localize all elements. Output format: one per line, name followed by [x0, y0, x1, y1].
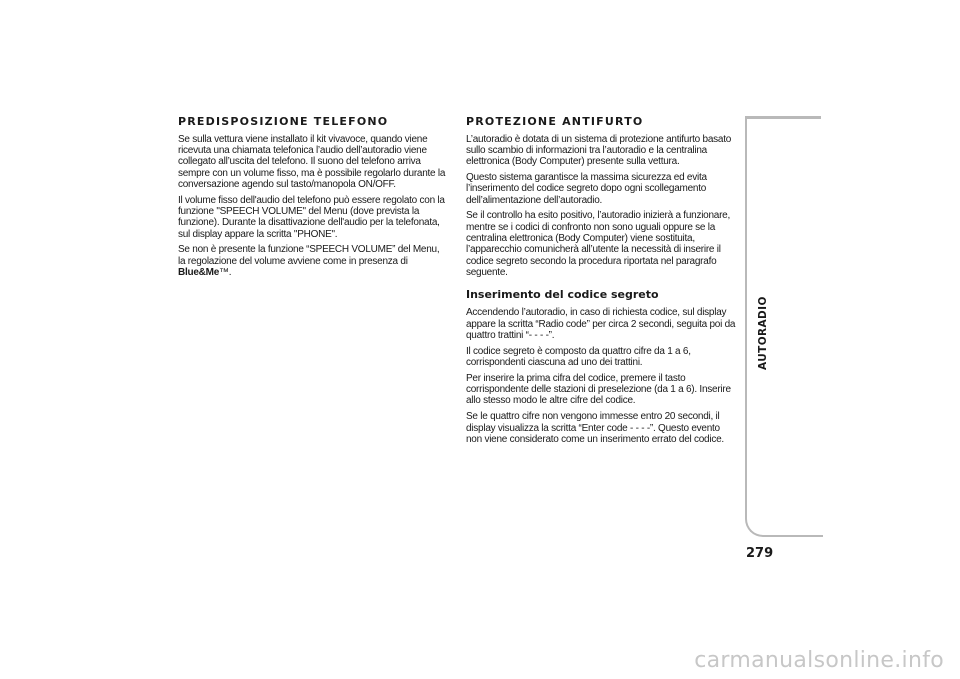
paragraph: Se il controllo ha esito positivo, l’autoradio inizierà a funzionare, mentre se i codici di confronto non sono uguali oppure se la centralina elettronica (Body Computer) viene sostituita, l’apparecchio comunicherà all’utente la necessità di inserire il codice segreto secondo la procedura riportata nel paragrafo seguente. [466, 210, 731, 278]
paragraph [178, 244, 446, 278]
paragraph: Il codice segreto è composto da quattro cifre da 1 a 6, corrispondenti ciascuna ad uno dei trattini. [466, 345, 691, 369]
left-column [178, 116, 446, 283]
section-heading-antitheft: PROTEZIONE ANTIFURTO [466, 115, 644, 128]
page-number: 279 [746, 546, 774, 561]
paragraph: Se le quattro cifre non vengono immesse entro 20 secondi, il display visualizza la scritta “Enter code - - - -”. Questo evento non viene considerato come un inserimento errato del codice. [466, 411, 724, 445]
paragraph: Accendendo l’autoradio, in caso di richiesta codice, sul display appare la scritta “Radio code” per circa 2 secondi, seguita poi da quattro trattini “- - - -”. [466, 307, 736, 341]
paragraph: Se sulla vettura viene installato il kit vivavoce, quando viene ricevuta una chiamata telefonica l’audio dell’autoradio viene collegato all’uscita del telefono. Il suono del telefono arriva sempre con un volume fisso, ma è possibile regolarlo durante la conversazione agendo sul tasto/manopola ON/OFF. [178, 133, 446, 190]
paragraph: L’autoradio è dotata di un sistema di protezione antifurto basato sullo scambio di informazioni tra l’autoradio e la centralina elettronica (Body Computer) presente sulla vettura. [466, 133, 732, 168]
subsection-heading-code: Inserimento del codice segreto [466, 288, 659, 302]
section-heading-phone: PREDISPOSIZIONE TELEFONO [178, 115, 389, 128]
paragraph-text: Se non è presente la funzione “SPEECH VOLUME” del Menu, la regolazione del volume avviene come in presenza di [178, 244, 440, 267]
brand-suffix: ™. [219, 266, 232, 278]
paragraph: Questo sistema garantisce la massima sicurezza ed evita l’inserimento del codice segreto dopo ogni scollegamento dell’alimentazione dell’autoradio. [466, 172, 707, 206]
paragraph: Per inserire la prima cifra del codice, premere il tasto corrispondente delle stazioni di preselezione (da 1 a 6). Inserire allo stesso modo le altre cifre del codice. [466, 372, 731, 407]
watermark: carmanualsonline.info [694, 648, 944, 673]
paragraph: Il volume fisso dell'audio del telefono può essere regolato con la funzione "SPEECH VOLUME" del Menu (dove prevista la funzione). Durante la disattivazione dell'audio per la telefonata, sul display appare la scritta "PHONE". [178, 194, 445, 240]
brand-name: Blue&Me [178, 266, 220, 278]
side-tab-label: AUTORADIO [757, 296, 769, 370]
right-column [466, 116, 736, 450]
